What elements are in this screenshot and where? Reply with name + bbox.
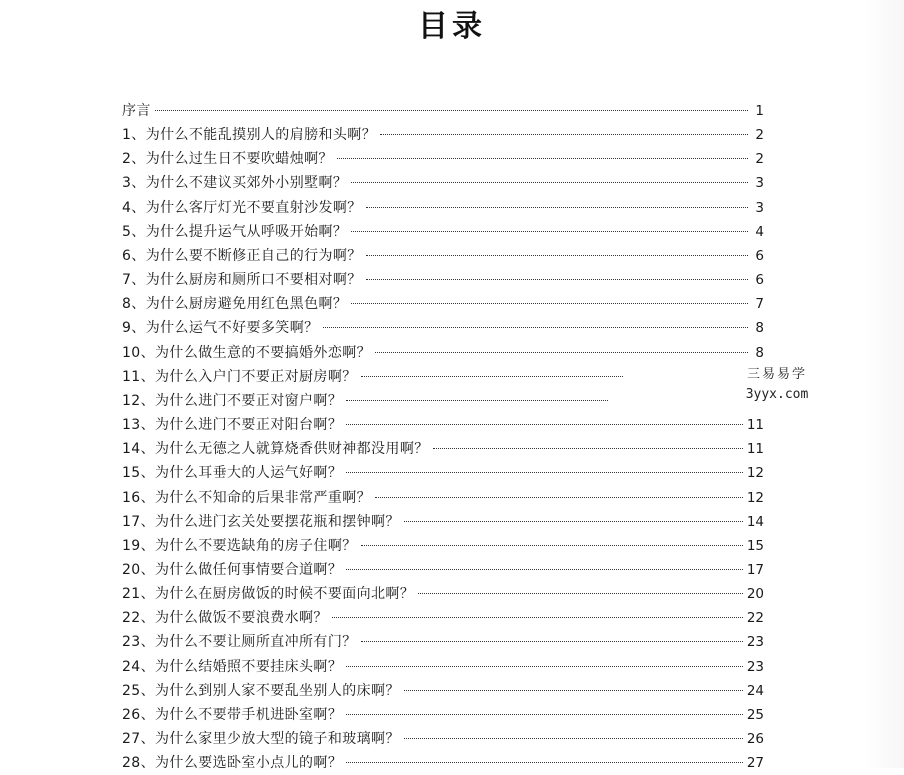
toc-entry-page-number: 6: [755, 247, 764, 264]
toc-entry-page-number: 2: [755, 151, 764, 168]
toc-entry-label: 13、为什么进门不要正对阳台啊？: [122, 417, 343, 434]
table-of-contents: [122, 99, 766, 775]
toc-entry-page-number: 8: [755, 320, 764, 337]
toc-entry-label: 2、为什么过生日不要吹蜡烛啊？: [122, 151, 333, 168]
toc-dot-leader: [404, 521, 743, 522]
page-edge-shadow: [864, 0, 904, 768]
toc-dot-leader: [380, 134, 748, 135]
toc-entry-label: 1、为什么不能乱摸别人的肩膀和头啊？: [122, 127, 377, 144]
toc-entry-page-number: 3: [755, 175, 764, 192]
toc-entry[interactable]: [122, 123, 766, 147]
toc-entry[interactable]: [122, 292, 766, 316]
toc-dot-leader: [375, 352, 748, 353]
toc-entry[interactable]: [122, 316, 766, 340]
toc-dot-leader: [404, 690, 743, 691]
toc-dot-leader: [433, 448, 743, 449]
toc-entry-label: 12、为什么进门不要正对窗户啊？: [122, 392, 343, 409]
toc-entry-label: 8、为什么厨房避免用红色黑色啊？: [122, 296, 348, 313]
toc-entry-page-number: 11: [746, 417, 764, 434]
toc-entry-label: 28、为什么要选卧室小点儿的啊？: [122, 755, 343, 772]
toc-entry[interactable]: [122, 147, 766, 171]
toc-dot-leader: [366, 207, 748, 208]
toc-entry[interactable]: [122, 341, 766, 365]
toc-entry-label: 6、为什么要不断修正自己的行为啊？: [122, 247, 362, 264]
toc-entry[interactable]: [122, 655, 766, 679]
toc-entry-label: 21、为什么在厨房做饭的时候不要面向北啊？: [122, 586, 415, 603]
toc-entry[interactable]: [122, 268, 766, 292]
toc-entry[interactable]: [122, 703, 766, 727]
toc-dot-leader: [351, 303, 748, 304]
toc-entry-page-number: 25: [746, 706, 764, 723]
toc-entry[interactable]: [122, 99, 766, 123]
toc-entry-label: 16、为什么不知命的后果非常严重啊？: [122, 489, 372, 506]
toc-entry[interactable]: [122, 365, 766, 389]
toc-entry-page-number: 2: [755, 127, 764, 144]
toc-entry-label: 25、为什么到别人家不要乱坐别人的床啊？: [122, 682, 400, 699]
toc-entry-page-number: 4: [755, 223, 764, 240]
toc-entry[interactable]: [122, 606, 766, 630]
toc-entry[interactable]: [122, 558, 766, 582]
toc-dot-leader: [346, 424, 743, 425]
toc-entry-label: 15、为什么耳垂大的人运气好啊？: [122, 465, 343, 482]
toc-entry[interactable]: [122, 679, 766, 703]
toc-entry-label: 22、为什么做饭不要浪费水啊？: [122, 610, 328, 627]
toc-entry-label: 序言: [122, 103, 151, 119]
toc-entry-label: 23、为什么不要让厕所直冲所有门？: [122, 634, 357, 651]
toc-entry[interactable]: [122, 510, 766, 534]
toc-entry[interactable]: [122, 171, 766, 195]
watermark-name: 三易易学: [746, 367, 807, 382]
toc-entry-page-number: 23: [746, 634, 764, 651]
toc-entry[interactable]: [122, 389, 766, 413]
toc-dot-leader: [346, 714, 743, 715]
toc-entry-page-number: 20: [746, 586, 764, 603]
toc-entry-label: 3、为什么不建议买郊外小别墅啊？: [122, 175, 348, 192]
toc-entry-page-number: 23: [746, 658, 764, 675]
toc-entry-label: 27、为什么家里少放大型的镜子和玻璃啊？: [122, 731, 400, 748]
toc-entry-label: 7、为什么厨房和厕所口不要相对啊？: [122, 272, 362, 289]
toc-entry[interactable]: [122, 196, 766, 220]
toc-entry[interactable]: [122, 486, 766, 510]
toc-entry-page-number: 22: [746, 610, 764, 627]
toc-entry-page-number: 12: [746, 489, 764, 506]
toc-entry[interactable]: [122, 630, 766, 654]
toc-entry-label: 26、为什么不要带手机进卧室啊？: [122, 706, 343, 723]
toc-entry-page-number: 27: [746, 755, 764, 772]
toc-entry-label: 19、为什么不要选缺角的房子住啊？: [122, 537, 357, 554]
toc-entry[interactable]: [122, 534, 766, 558]
page-title: 目录: [418, 9, 486, 44]
toc-dot-leader: [346, 472, 743, 473]
toc-dot-leader: [346, 666, 743, 667]
toc-entry-page-number: 12: [746, 465, 764, 482]
toc-entry-page-number: 11: [746, 441, 764, 458]
toc-dot-leader: [346, 569, 743, 570]
toc-entry-page-number: 7: [755, 296, 764, 313]
toc-dot-leader: [375, 497, 743, 498]
toc-dot-leader: [351, 182, 748, 183]
toc-entry-page-number: 24: [746, 682, 764, 699]
toc-dot-leader: [351, 231, 748, 232]
toc-entry[interactable]: [122, 727, 766, 751]
toc-entry-label: 17、为什么进门玄关处要摆花瓶和摆钟啊？: [122, 513, 400, 530]
toc-entry-label: 24、为什么结婚照不要挂床头啊？: [122, 658, 343, 675]
toc-entry-label: 11、为什么入户门不要正对厨房啊？: [122, 368, 357, 385]
toc-dot-leader: [361, 641, 743, 642]
toc-entry[interactable]: [122, 437, 766, 461]
toc-entry-page-number: 17: [746, 561, 764, 578]
toc-entry-label: 10、为什么做生意的不要搞婚外恋啊？: [122, 344, 372, 361]
toc-dot-leader: [346, 400, 608, 401]
toc-entry-label: 14、为什么无德之人就算烧香供财神都没用啊？: [122, 441, 429, 458]
watermark-site: 3yyx.com: [745, 387, 809, 402]
toc-dot-leader: [155, 110, 748, 111]
toc-entry-page-number: 1: [755, 103, 764, 119]
toc-dot-leader: [418, 593, 743, 594]
toc-entry-label: 9、为什么运气不好要多笑啊？: [122, 320, 319, 337]
toc-dot-leader: [337, 158, 748, 159]
toc-entry[interactable]: [122, 220, 766, 244]
toc-dot-leader: [346, 762, 743, 763]
toc-dot-leader: [361, 545, 743, 546]
toc-entry-page-number: 14: [746, 513, 764, 530]
toc-entry-page-number: 6: [755, 272, 764, 289]
toc-dot-leader: [366, 255, 748, 256]
toc-dot-leader: [323, 327, 748, 328]
toc-dot-leader: [361, 376, 623, 377]
toc-entry-page-number: 26: [746, 731, 764, 748]
toc-entry-label: 4、为什么客厅灯光不要直射沙发啊？: [122, 199, 362, 216]
toc-entry[interactable]: [122, 461, 766, 485]
toc-entry-page-number: 3: [755, 199, 764, 216]
toc-dot-leader: [404, 738, 743, 739]
toc-entry[interactable]: [122, 582, 766, 606]
toc-dot-leader: [366, 279, 748, 280]
watermark: [738, 362, 816, 411]
toc-entry[interactable]: [122, 751, 766, 775]
toc-entry-label: 5、为什么提升运气从呼吸开始啊？: [122, 223, 348, 240]
toc-entry-label: 20、为什么做任何事情要合道啊？: [122, 561, 343, 578]
toc-entry-page-number: 8: [755, 344, 764, 361]
toc-dot-leader: [332, 617, 743, 618]
toc-entry[interactable]: [122, 244, 766, 268]
toc-entry[interactable]: [122, 413, 766, 437]
toc-entry-page-number: 15: [746, 537, 764, 554]
